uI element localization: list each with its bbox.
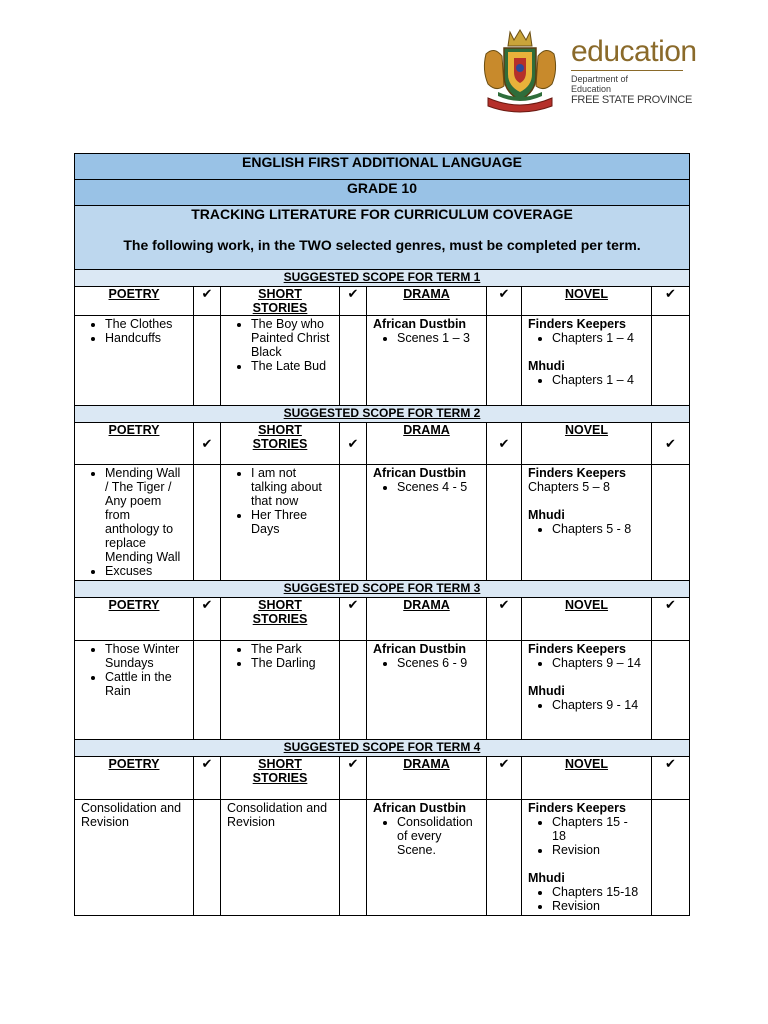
- drama-title: African Dustbin: [373, 466, 467, 480]
- term-2-content-row: [75, 465, 690, 581]
- poetry-cell: [75, 641, 194, 740]
- poetry-check-cell[interactable]: [194, 465, 221, 581]
- drama-title: African Dustbin: [373, 317, 467, 331]
- check-icon: ✔: [340, 287, 367, 316]
- check-icon: ✔: [194, 598, 221, 641]
- short-stories-check-cell[interactable]: [340, 465, 367, 581]
- list-item: • Chapters 1 – 4: [552, 373, 645, 387]
- list-item: • Cattle in the Rain: [105, 670, 187, 698]
- list-item: • Scenes 4 - 5: [397, 480, 480, 494]
- list-item: • Chapters 9 - 14: [552, 698, 645, 712]
- tracking-heading: [75, 206, 690, 270]
- brand-divider: [571, 70, 683, 71]
- short-stories-header: SHORT STORIES: [221, 287, 340, 316]
- drama-check-cell[interactable]: [487, 465, 522, 581]
- novel-title: Mhudi: [528, 508, 565, 522]
- list-item: • Her Three Days: [251, 508, 333, 536]
- drama-check-cell[interactable]: [487, 641, 522, 740]
- tracking-title: TRACKING LITERATURE FOR CURRICULUM COVERAGE: [191, 206, 573, 222]
- short-stories-cell: [221, 316, 340, 406]
- brand-text: [571, 36, 697, 107]
- check-icon: ✔: [194, 287, 221, 316]
- novel-cell: [522, 641, 652, 740]
- term-3-content-row: [75, 641, 690, 740]
- check-icon: ✔: [487, 598, 522, 641]
- check-icon: ✔: [652, 423, 690, 465]
- short-stories-header: SHORT STORIES: [221, 423, 340, 465]
- grade-title: GRADE 10: [75, 180, 690, 206]
- novel-title: Mhudi: [528, 684, 565, 698]
- novel-header: NOVEL: [522, 423, 652, 465]
- poetry-consolidation: Consolidation and Revision: [81, 801, 182, 829]
- list-item: • Mending Wall / The Tiger / Any poem from anthology to replace Mending Wall: [105, 466, 187, 564]
- poetry-cell: [75, 465, 194, 581]
- list-item: • Scenes 6 - 9: [397, 656, 480, 670]
- term-4-title: SUGGESTED SCOPE FOR TERM 4: [75, 740, 690, 757]
- list-item: • Chapters 15-18: [552, 885, 645, 899]
- list-item: • Chapters 1 – 4: [552, 331, 645, 345]
- novel-cell: [522, 465, 652, 581]
- drama-cell: [367, 800, 487, 916]
- check-icon: ✔: [652, 598, 690, 641]
- drama-header: DRAMA: [367, 287, 487, 316]
- novel-title: Mhudi: [528, 359, 565, 373]
- list-item: • The Late Bud: [251, 359, 333, 373]
- short-stories-cell: [221, 641, 340, 740]
- list-item: • Consolidation of every Scene.: [397, 815, 480, 857]
- coat-of-arms-icon: [474, 26, 566, 118]
- poetry-header: POETRY: [75, 757, 194, 800]
- novel-check-cell[interactable]: [652, 465, 690, 581]
- check-icon: ✔: [194, 757, 221, 800]
- check-icon: ✔: [340, 423, 367, 465]
- list-item: • Chapters 15 - 18: [552, 815, 645, 843]
- instruction-text: The following work, in the TWO selected genres, must be completed per term.: [123, 237, 641, 253]
- list-item: • Scenes 1 – 3: [397, 331, 480, 345]
- novel-header: NOVEL: [522, 598, 652, 641]
- short-stories-cell: [221, 465, 340, 581]
- term-4-column-headers: [75, 757, 690, 800]
- list-item: • The Darling: [251, 656, 333, 670]
- subject-title: ENGLISH FIRST ADDITIONAL LANGUAGE: [75, 154, 690, 180]
- list-item: • Handcuffs: [105, 331, 187, 345]
- check-icon: ✔: [487, 423, 522, 465]
- check-icon: ✔: [340, 598, 367, 641]
- term-2-title: SUGGESTED SCOPE FOR TERM 2: [75, 406, 690, 423]
- short-stories-check-cell[interactable]: [340, 316, 367, 406]
- list-item: • The Clothes: [105, 317, 187, 331]
- list-item: • Those Winter Sundays: [105, 642, 187, 670]
- brand-education: Education: [571, 84, 612, 94]
- brand-title: education: [571, 35, 697, 68]
- drama-cell: [367, 465, 487, 581]
- list-item: • Chapters 9 – 14: [552, 656, 645, 670]
- list-item: • I am not talking about that now: [251, 466, 333, 508]
- list-item: • Revision: [552, 843, 645, 857]
- poetry-check-cell[interactable]: [194, 316, 221, 406]
- drama-header: DRAMA: [367, 423, 487, 465]
- novel-title: Finders Keepers: [528, 642, 626, 656]
- check-icon: ✔: [487, 287, 522, 316]
- check-icon: ✔: [652, 757, 690, 800]
- term-2-column-headers: [75, 423, 690, 465]
- novel-title: Mhudi: [528, 871, 565, 885]
- short-stories-consolidation: Consolidation and Revision: [227, 801, 328, 829]
- term-1-title: SUGGESTED SCOPE FOR TERM 1: [75, 270, 690, 287]
- novel-cell: [522, 800, 652, 916]
- novel-chapters: Chapters 5 – 8: [528, 480, 610, 494]
- short-stories-cell: [221, 800, 340, 916]
- term-3-title: SUGGESTED SCOPE FOR TERM 3: [75, 581, 690, 598]
- novel-cell: [522, 316, 652, 406]
- brand-province: FREE STATE PROVINCE: [571, 94, 693, 106]
- drama-check-cell[interactable]: [487, 800, 522, 916]
- drama-title: African Dustbin: [373, 801, 467, 815]
- list-item: • Revision: [552, 899, 645, 913]
- novel-title: Finders Keepers: [528, 801, 626, 815]
- drama-header: DRAMA: [367, 598, 487, 641]
- check-icon: ✔: [487, 757, 522, 800]
- check-icon: ✔: [340, 757, 367, 800]
- poetry-header: POETRY: [75, 423, 194, 465]
- novel-title: Finders Keepers: [528, 466, 626, 480]
- short-stories-check-cell[interactable]: [340, 641, 367, 740]
- poetry-cell: [75, 800, 194, 916]
- term-1-column-headers: [75, 287, 690, 316]
- poetry-header: POETRY: [75, 598, 194, 641]
- drama-header: DRAMA: [367, 757, 487, 800]
- department-logo: [474, 26, 697, 118]
- novel-check-cell[interactable]: [652, 800, 690, 916]
- novel-header: NOVEL: [522, 287, 652, 316]
- novel-header: NOVEL: [522, 757, 652, 800]
- brand-department: Department of: [571, 74, 629, 84]
- list-item: • The Park: [251, 642, 333, 656]
- literature-tracking-table: [74, 153, 690, 916]
- drama-check-cell[interactable]: [487, 316, 522, 406]
- short-stories-header: SHORT STORIES: [221, 757, 340, 800]
- term-3-column-headers: [75, 598, 690, 641]
- drama-title: African Dustbin: [373, 642, 467, 656]
- poetry-cell: [75, 316, 194, 406]
- poetry-check-cell[interactable]: [194, 800, 221, 916]
- list-item: • Excuses: [105, 564, 187, 578]
- novel-title: Finders Keepers: [528, 317, 626, 331]
- list-item: • The Boy who Painted Christ Black: [251, 317, 333, 359]
- novel-check-cell[interactable]: [652, 641, 690, 740]
- check-icon: ✔: [194, 423, 221, 465]
- check-icon: ✔: [652, 287, 690, 316]
- drama-cell: [367, 316, 487, 406]
- novel-check-cell[interactable]: [652, 316, 690, 406]
- short-stories-header: SHORT STORIES: [221, 598, 340, 641]
- drama-cell: [367, 641, 487, 740]
- term-1-content-row: [75, 316, 690, 406]
- poetry-check-cell[interactable]: [194, 641, 221, 740]
- short-stories-check-cell[interactable]: [340, 800, 367, 916]
- list-item: • Chapters 5 - 8: [552, 522, 645, 536]
- term-4-content-row: [75, 800, 690, 916]
- poetry-header: POETRY: [75, 287, 194, 316]
